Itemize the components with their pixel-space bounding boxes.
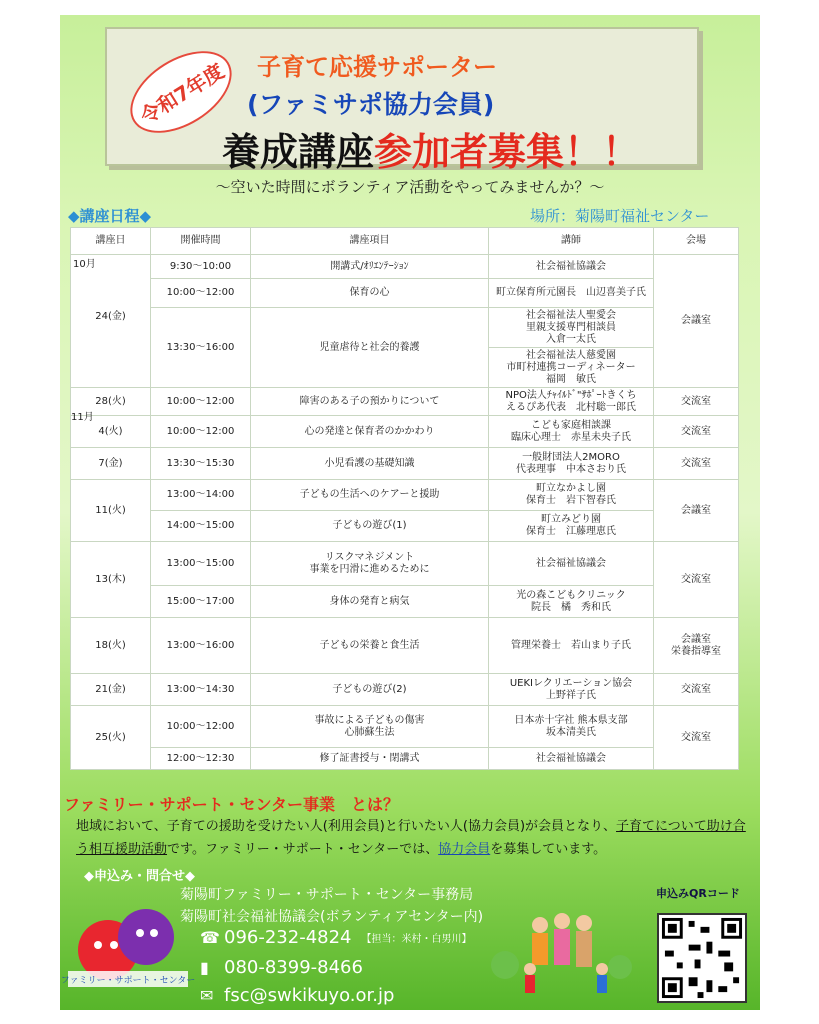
contact-heading: ◆申込み・問合せ◆: [84, 869, 195, 884]
lecturer-cell: 町立保育所元園長 山辺喜美子氏: [489, 279, 654, 308]
date-18: 18(火): [71, 618, 151, 674]
table-row: [71, 448, 739, 480]
date-cell: [71, 255, 151, 388]
date-7: 7(金): [71, 448, 151, 480]
time-cell: 10:00～12:00: [151, 279, 251, 308]
item-cell: 子どもの遊び(2): [251, 674, 489, 706]
lecturer-cell: 社会福祉法人慈愛園 市町村連携コーディネーター 福岡 敏氏: [489, 348, 654, 388]
item-cell: 小児看護の基礎知識: [251, 448, 489, 480]
time-cell: 13:00～15:00: [151, 542, 251, 586]
time-cell: 10:00～12:00: [151, 416, 251, 448]
date-28: 28(火): [71, 388, 151, 416]
date-11: 11(火): [71, 480, 151, 542]
family-support-logo: [60, 895, 196, 990]
table-row: [71, 542, 739, 586]
time-cell: 13:00～16:00: [151, 618, 251, 674]
item-cell: 子どもの遊び(1): [251, 511, 489, 542]
table-row: [71, 586, 739, 618]
desc-underline: 子育てについて助け合う相互援助活動: [76, 819, 746, 857]
table-row: [71, 480, 739, 511]
item-cell: リスクマネジメント 事業を円滑に進めるために: [251, 542, 489, 586]
table-row: [71, 388, 739, 416]
lecturer-cell: NPO法人ﾁｬｲﾙﾄﾞ"ｻﾎﾟｰﾄきくち えるぴあ代表 北村聡一郎氏: [489, 388, 654, 416]
email-row: [200, 985, 394, 1006]
phone-number[interactable]: 096-232-4824: [224, 927, 352, 948]
lecturer-cell: 社会福祉協議会: [489, 542, 654, 586]
date-21: 21(金): [71, 674, 151, 706]
mobile-row: [200, 957, 363, 978]
org-name-1: 菊陽町ファミリー・サポート・センター事務局: [180, 887, 474, 903]
place-label: 場所：菊陽町福祉センター: [530, 207, 710, 225]
header-lecturer: 講師: [489, 228, 654, 255]
date-cell: [71, 411, 151, 448]
logo-text: ファミリー・サポート・センター: [60, 976, 196, 986]
venue-cell: 交流室: [654, 416, 739, 448]
date-25: 25(火): [71, 706, 151, 770]
lecturer-cell: 日本赤十字社 熊本県支部 坂本清美氏: [489, 706, 654, 748]
qr-code[interactable]: [657, 913, 747, 1003]
item-cell: 修了証書授与・閉講式: [251, 748, 489, 770]
time-cell: 13:30～15:30: [151, 448, 251, 480]
header-item: 講座項目: [251, 228, 489, 255]
time-cell: 15:00～17:00: [151, 586, 251, 618]
title-line2: (ファミサポ協力会員): [247, 90, 495, 119]
table-row: [71, 674, 739, 706]
logo-purple-character: [118, 909, 174, 965]
month-oct: 10月: [73, 259, 96, 270]
title-line1: 子育て応援サポーター: [257, 53, 497, 81]
table-row: [71, 618, 739, 674]
lecturer-cell: 社会福祉法人聖愛会 里親支援専門相談員 入倉一太氏: [489, 308, 654, 348]
lecturer-cell: 町立みどり園 保育士 江藤理恵氏: [489, 511, 654, 542]
desc-blue: 協力会員: [438, 842, 491, 857]
table-row: [71, 255, 739, 279]
header-venue: 会場: [654, 228, 739, 255]
venue-cell: 会議室: [654, 480, 739, 542]
time-cell: 12:00～12:30: [151, 748, 251, 770]
venue-cell: 会議室: [654, 255, 739, 388]
item-cell: 事故による子どもの傷害 心肺蘇生法: [251, 706, 489, 748]
item-cell: 児童虐待と社会的養護: [251, 308, 489, 388]
schedule-label: ◆講座日程◆: [68, 207, 152, 225]
header-date: 講座日: [71, 228, 151, 255]
lecturer-cell: 町立なかよし園 保育士 岩下智春氏: [489, 480, 654, 511]
time-cell: 14:00～15:00: [151, 511, 251, 542]
schedule-table: [70, 227, 739, 770]
item-cell: 子どもの生活へのケアーと援助: [251, 480, 489, 511]
table-row: [71, 748, 739, 770]
phone-row: [200, 927, 472, 948]
title-line3: [222, 121, 640, 176]
venue-cell: 交流室: [654, 388, 739, 416]
family-illustration: [480, 895, 640, 1000]
time-cell: 13:30～16:00: [151, 308, 251, 388]
mobile-number[interactable]: 080-8399-8466: [224, 957, 363, 978]
desc-part5: を募集しています。: [490, 842, 607, 857]
time-cell: 10:00～12:00: [151, 706, 251, 748]
time-cell: 13:00～14:00: [151, 480, 251, 511]
item-cell: 子どもの栄養と食生活: [251, 618, 489, 674]
lecturer-cell: 一般財団法人2MORO 代表理事 中本さおり氏: [489, 448, 654, 480]
date-4: 4(火): [98, 425, 123, 437]
subtitle: ～空いた時間にボランティア活動をやってみませんか？～: [215, 178, 605, 196]
item-cell: 障害のある子の預かりについて: [251, 388, 489, 416]
table-header-row: [71, 228, 739, 255]
title-line3a: 養成講座: [222, 130, 375, 174]
lecturer-cell: 社会福祉協議会: [489, 255, 654, 279]
table-row: [71, 279, 739, 308]
email-address[interactable]: fsc@swkikuyo.or.jp: [224, 985, 395, 1006]
venue-cell: 交流室: [654, 674, 739, 706]
table-row: [71, 308, 739, 348]
table-row: [71, 706, 739, 748]
venue-cell: 会議室 栄養指導室: [654, 618, 739, 674]
qr-label: 申込みQRコード: [656, 887, 740, 900]
venue-cell: 交流室: [654, 448, 739, 480]
title-box: [105, 27, 699, 174]
title-line3b: 参加者募集！！: [374, 130, 641, 174]
year-badge: 令和7年度: [116, 34, 246, 149]
lecturer-cell: 管理栄養士 若山まり子氏: [489, 618, 654, 674]
lecturer-cell: 社会福祉協議会: [489, 748, 654, 770]
poster: [60, 15, 760, 1010]
section-title: ファミリー・サポート・センター事業 とは？: [64, 795, 400, 814]
tanto-note: 【担当：米村・白男川】: [361, 934, 472, 945]
date-13: 13(木): [71, 542, 151, 618]
desc-part1: 地域において、子育ての援助を受けたい人(利用会員)と行いたい人(協力会員)が会員となり、: [76, 819, 617, 834]
month-nov: 11月: [71, 411, 94, 423]
phone-icon: ☎: [200, 928, 220, 947]
desc-part3: です。ファミリー・サポート・センターでは、: [167, 842, 439, 857]
date-24: 24(金): [95, 311, 126, 322]
lecturer-cell: UEKIレクリエーション協会 上野祥子氏: [489, 674, 654, 706]
item-cell: 心の発達と保育者のかかわり: [251, 416, 489, 448]
item-cell: 身体の発育と病気: [251, 586, 489, 618]
venue-cell: 交流室: [654, 706, 739, 770]
table-row: [71, 416, 739, 448]
email-icon: ✉: [200, 986, 214, 1005]
time-cell: 9:30～10:00: [151, 255, 251, 279]
mobile-icon: ▮: [200, 958, 209, 977]
lecturer-cell: 光の森こどもクリニック 院長 橘 秀和氏: [489, 586, 654, 618]
org-name-2: 菊陽町社会福祉協議会(ボランティアセンター内): [180, 909, 484, 925]
item-cell: 開講式/ｵﾘｴﾝﾃｰｼｮﾝ: [251, 255, 489, 279]
time-cell: 10:00～12:00: [151, 388, 251, 416]
venue-cell: 交流室: [654, 542, 739, 618]
item-cell: 保育の心: [251, 279, 489, 308]
description: [76, 815, 746, 861]
table-row: [71, 511, 739, 542]
header-time: 開催時間: [151, 228, 251, 255]
lecturer-cell: こども家庭相談課 臨床心理士 赤星未央子氏: [489, 416, 654, 448]
time-cell: 13:00～14:30: [151, 674, 251, 706]
